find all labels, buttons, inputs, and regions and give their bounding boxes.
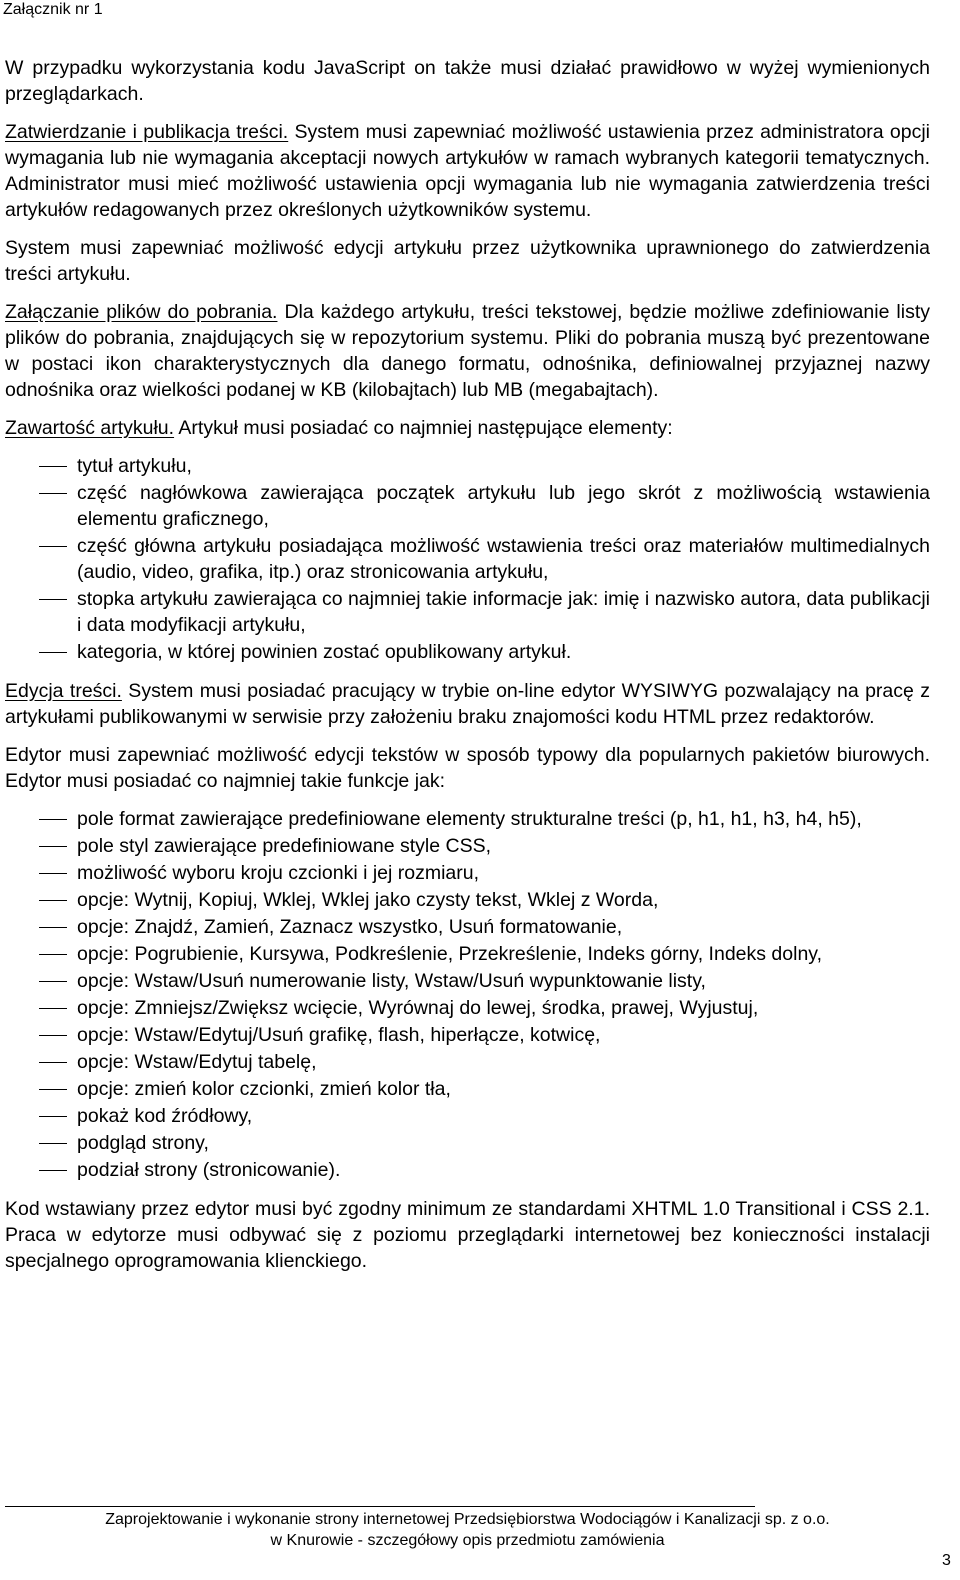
list-item-text: podgląd strony,: [77, 1132, 209, 1154]
paragraph-editing: [5, 678, 930, 730]
list-item: [5, 1049, 930, 1075]
article-elements-list: [5, 453, 930, 665]
list-item: [5, 1103, 930, 1129]
paragraph-edit-rights: System musi zapewniać możliwość edycji artykułu przez użytkownika uprawnionego do zatwierdzenia treści artykułu.: [5, 237, 930, 285]
list-item: [5, 1157, 930, 1183]
list-item: [5, 480, 930, 532]
footer-divider: [5, 1506, 755, 1507]
footer-line-1: Zaprojektowanie i wykonanie strony internetowej Przedsiębiorstwa Wodociągów i Kanalizacji sp. z o.o.: [105, 1511, 830, 1528]
dash-bullet-icon: [39, 981, 67, 982]
list-item: [5, 639, 930, 665]
list-item: [5, 1076, 930, 1102]
list-item: [5, 968, 930, 994]
dash-bullet-icon: [39, 1116, 67, 1117]
list-item-text: opcje: Wstaw/Edytuj/Usuń grafikę, flash, hiperłącze, kotwicę,: [77, 1024, 601, 1046]
list-item-text: stopka artykułu zawierająca co najmniej takie informacje jak: imię i nazwisko autora, data publikacji i data modyfikacji artykułu,: [77, 588, 930, 636]
section-title-editing: Edycja treści.: [5, 680, 122, 702]
dash-bullet-icon: [39, 1035, 67, 1036]
list-item-text: opcje: Wstaw/Edytuj tabelę,: [77, 1051, 317, 1073]
list-item: [5, 453, 930, 479]
list-item: [5, 533, 930, 585]
paragraph-editor-functions: Edytor musi zapewniać możliwość edycji tekstów w sposób typowy dla popularnych pakietów biurowych. Edytor musi posiadać co najmniej takie funkcje jak:: [5, 744, 930, 792]
section-title-approval: Zatwierdzanie i publikacja treści.: [5, 121, 289, 143]
dash-bullet-icon: [39, 1089, 67, 1090]
list-item-text: pole format zawierające predefiniowane elementy strukturalne treści (p, h1, h1, h3, h4, h5),: [77, 808, 862, 830]
list-item: [5, 1130, 930, 1156]
dash-bullet-icon: [39, 1143, 67, 1144]
list-item-text: opcje: zmień kolor czcionki, zmień kolor tła,: [77, 1078, 451, 1100]
document-body: [5, 55, 930, 1286]
attachment-label: Załącznik nr 1: [3, 1, 103, 18]
list-item-text: opcje: Wstaw/Usuń numerowanie listy, Wstaw/Usuń wypunktowanie listy,: [77, 970, 706, 992]
list-item-text: opcje: Zmniejsz/Zwiększ wcięcie, Wyrównaj do lewej, środka, prawej, Wyjustuj,: [77, 997, 759, 1019]
dash-bullet-icon: [39, 1008, 67, 1009]
dash-bullet-icon: [39, 900, 67, 901]
section-title-content: Zawartość artykułu.: [5, 417, 175, 439]
list-item: [5, 1022, 930, 1048]
list-item-text: tytuł artykułu,: [77, 455, 192, 477]
dash-bullet-icon: [39, 819, 67, 820]
list-item-text: część główna artykułu posiadająca możliwość wstawienia treści oraz materiałów multimedialnych (audio, video, grafika, itp.) oraz stronicowania artykułu,: [77, 535, 930, 583]
paragraph-standards: Kod wstawiany przez edytor musi być zgodny minimum ze standardami XHTML 1.0 Transitional i CSS 2.1. Praca w edytorze musi odbywać się z poziomu przeglądarki internetowej bez konieczności instalacji specjalnego oprogramowania klienckiego.: [5, 1198, 930, 1272]
page-footer: [0, 1509, 935, 1551]
list-item-text: kategoria, w której powinien zostać opublikowany artykuł.: [77, 641, 572, 663]
content-text: Artykuł musi posiadać co najmniej następujące elementy:: [174, 417, 673, 439]
dash-bullet-icon: [39, 954, 67, 955]
dash-bullet-icon: [39, 466, 67, 467]
approval-text: System musi zapewniać możliwość ustawienia przez administratora opcji wymagania lub nie wymagania akceptacji nowych artykułów w ramach wybranych kategorii tematycznych. Administrator musi mieć możliwość ustawienia opcji wymagania lub nie wymagania zatwierdzenia treści artykułów redagowanych przez określonych użytkowników systemu.: [5, 121, 930, 221]
list-item-text: opcje: Znajdź, Zamień, Zaznacz wszystko, Usuń formatowanie,: [77, 916, 623, 938]
list-item: [5, 914, 930, 940]
dash-bullet-icon: [39, 546, 67, 547]
paragraph-content: [5, 415, 930, 441]
list-item: [5, 860, 930, 886]
page-number: 3: [942, 1552, 951, 1569]
dash-bullet-icon: [39, 1062, 67, 1063]
dash-bullet-icon: [39, 599, 67, 600]
paragraph-attachments: [5, 299, 930, 403]
list-item: [5, 995, 930, 1021]
editing-text: System musi posiadać pracujący w trybie on-line edytor WYSIWYG pozwalający na pracę z artykułami publikowanymi w serwisie przy założeniu braku znajomości kodu HTML przez redaktorów.: [5, 680, 930, 728]
list-item-text: możliwość wyboru kroju czcionki i jej rozmiaru,: [77, 862, 480, 884]
editor-functions-list: [5, 806, 930, 1183]
list-item-text: podział strony (stronicowanie).: [77, 1159, 341, 1181]
list-item: [5, 887, 930, 913]
paragraph-approval: [5, 119, 930, 223]
list-item-text: opcje: Wytnij, Kopiuj, Wklej, Wklej jako czysty tekst, Wklej z Worda,: [77, 889, 659, 911]
list-item-text: pole styl zawierające predefiniowane style CSS,: [77, 835, 492, 857]
attachments-text: Dla każdego artykułu, treści tekstowej, będzie możliwe zdefiniowanie listy plików do pobrania, znajdujących się w repozytorium systemu. Pliki do pobrania muszą być prezentowane w postaci ikon charakterystycznych dla danego formatu, odnośnika, definiowalnej przyjaznej nazwy odnośnika oraz wielkości podanej w KB (kilobajtach) lub MB (megabajtach).: [5, 301, 930, 401]
dash-bullet-icon: [39, 652, 67, 653]
list-item: [5, 806, 930, 832]
paragraph-javascript: W przypadku wykorzystania kodu JavaScript on także musi działać prawidłowo w wyżej wymienionych przeglądarkach.: [5, 57, 930, 105]
footer-line-2: w Knurowie - szczegółowy opis przedmiotu zamówienia: [270, 1532, 665, 1549]
list-item: [5, 586, 930, 638]
dash-bullet-icon: [39, 846, 67, 847]
list-item-text: opcje: Pogrubienie, Kursywa, Podkreślenie, Przekreślenie, Indeks górny, Indeks dolny,: [77, 943, 823, 965]
dash-bullet-icon: [39, 493, 67, 494]
list-item-text: część nagłówkowa zawierająca początek artykułu lub jego skrót z możliwością wstawienia elementu graficznego,: [77, 482, 930, 530]
dash-bullet-icon: [39, 1170, 67, 1171]
dash-bullet-icon: [39, 873, 67, 874]
section-title-attachments: Załączanie plików do pobrania.: [5, 301, 278, 323]
list-item: [5, 833, 930, 859]
dash-bullet-icon: [39, 927, 67, 928]
list-item: [5, 941, 930, 967]
list-item-text: pokaż kod źródłowy,: [77, 1105, 253, 1127]
